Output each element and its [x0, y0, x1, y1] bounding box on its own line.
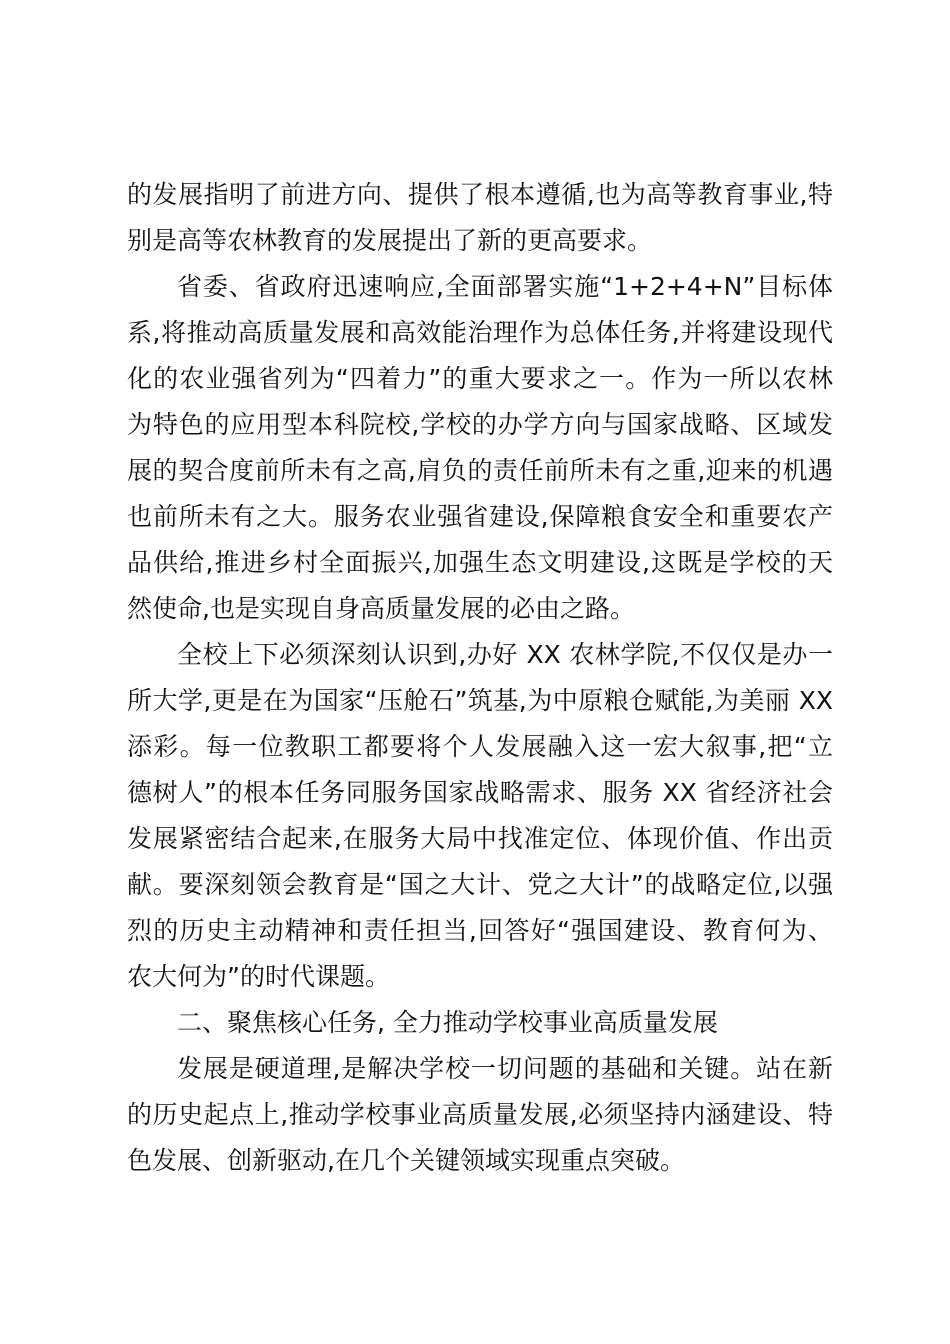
text-line: 省委、省政府迅速响应,全面部署实施“1+2+4+N”目标体 [177, 272, 833, 301]
text-line: 展的契合度前所未有之高,肩负的责任前所未有之重,迎来的机遇 [127, 456, 833, 485]
text-line: 全校上下必须深刻认识到,办好 XX 农林学院,不仅仅是办一 [177, 640, 833, 669]
heading-line: 二、聚焦核心任务, 全力推动学校事业高质量发展 [177, 1008, 718, 1037]
text-line: 所大学,更是在为国家“压舱石”筑基,为中原粮仓赋能,为美丽 XX [127, 686, 833, 715]
text-line: 色发展、创新驱动,在几个关键领域实现重点突破。 [127, 1146, 685, 1175]
text-line: 为特色的应用型本科院校,学校的办学方向与国家战略、区域发 [127, 410, 833, 439]
text-line: 别是高等农林教育的发展提出了新的更高要求。 [127, 226, 653, 255]
text-line: 系,将推动高质量发展和高效能治理作为总体任务,并将建设现代 [127, 318, 833, 347]
body-text [127, 172, 833, 1184]
paragraph-1 [127, 172, 833, 264]
text-line: 发展是硬道理,是解决学校一切问题的基础和关键。站在新 [177, 1054, 833, 1083]
text-line: 农大何为”的时代课题。 [127, 962, 390, 991]
text-line: 品供给,推进乡村全面振兴,加强生态文明建设,这既是学校的天 [127, 548, 833, 577]
text-line: 烈的历史主动精神和责任担当,回答好“强国建设、教育何为、 [127, 916, 833, 945]
paragraph-2 [127, 264, 833, 632]
paragraph-3 [127, 632, 833, 1000]
section-heading [127, 1000, 833, 1046]
text-line: 发展紧密结合起来,在服务大局中找准定位、体现价值、作出贡 [127, 824, 833, 853]
text-line: 添彩。每一位教职工都要将个人发展融入这一宏大叙事,把“立 [127, 732, 833, 761]
paragraph-5 [127, 1046, 833, 1184]
text-line: 献。要深刻领会教育是“国之大计、党之大计”的战略定位,以强 [127, 870, 833, 899]
text-line: 德树人”的根本任务同服务国家战略需求、服务 XX 省经济社会 [127, 778, 833, 807]
text-line: 化的农业强省列为“四着力”的重大要求之一。作为一所以农林 [127, 364, 833, 393]
text-line: 的发展指明了前进方向、提供了根本遵循,也为高等教育事业,特 [127, 180, 833, 209]
text-line: 然使命,也是实现自身高质量发展的必由之路。 [127, 594, 635, 623]
text-line: 也前所未有之大。服务农业强省建设,保障粮食安全和重要农产 [127, 502, 833, 531]
text-line: 的历史起点上,推动学校事业高质量发展,必须坚持内涵建设、特 [127, 1100, 833, 1129]
